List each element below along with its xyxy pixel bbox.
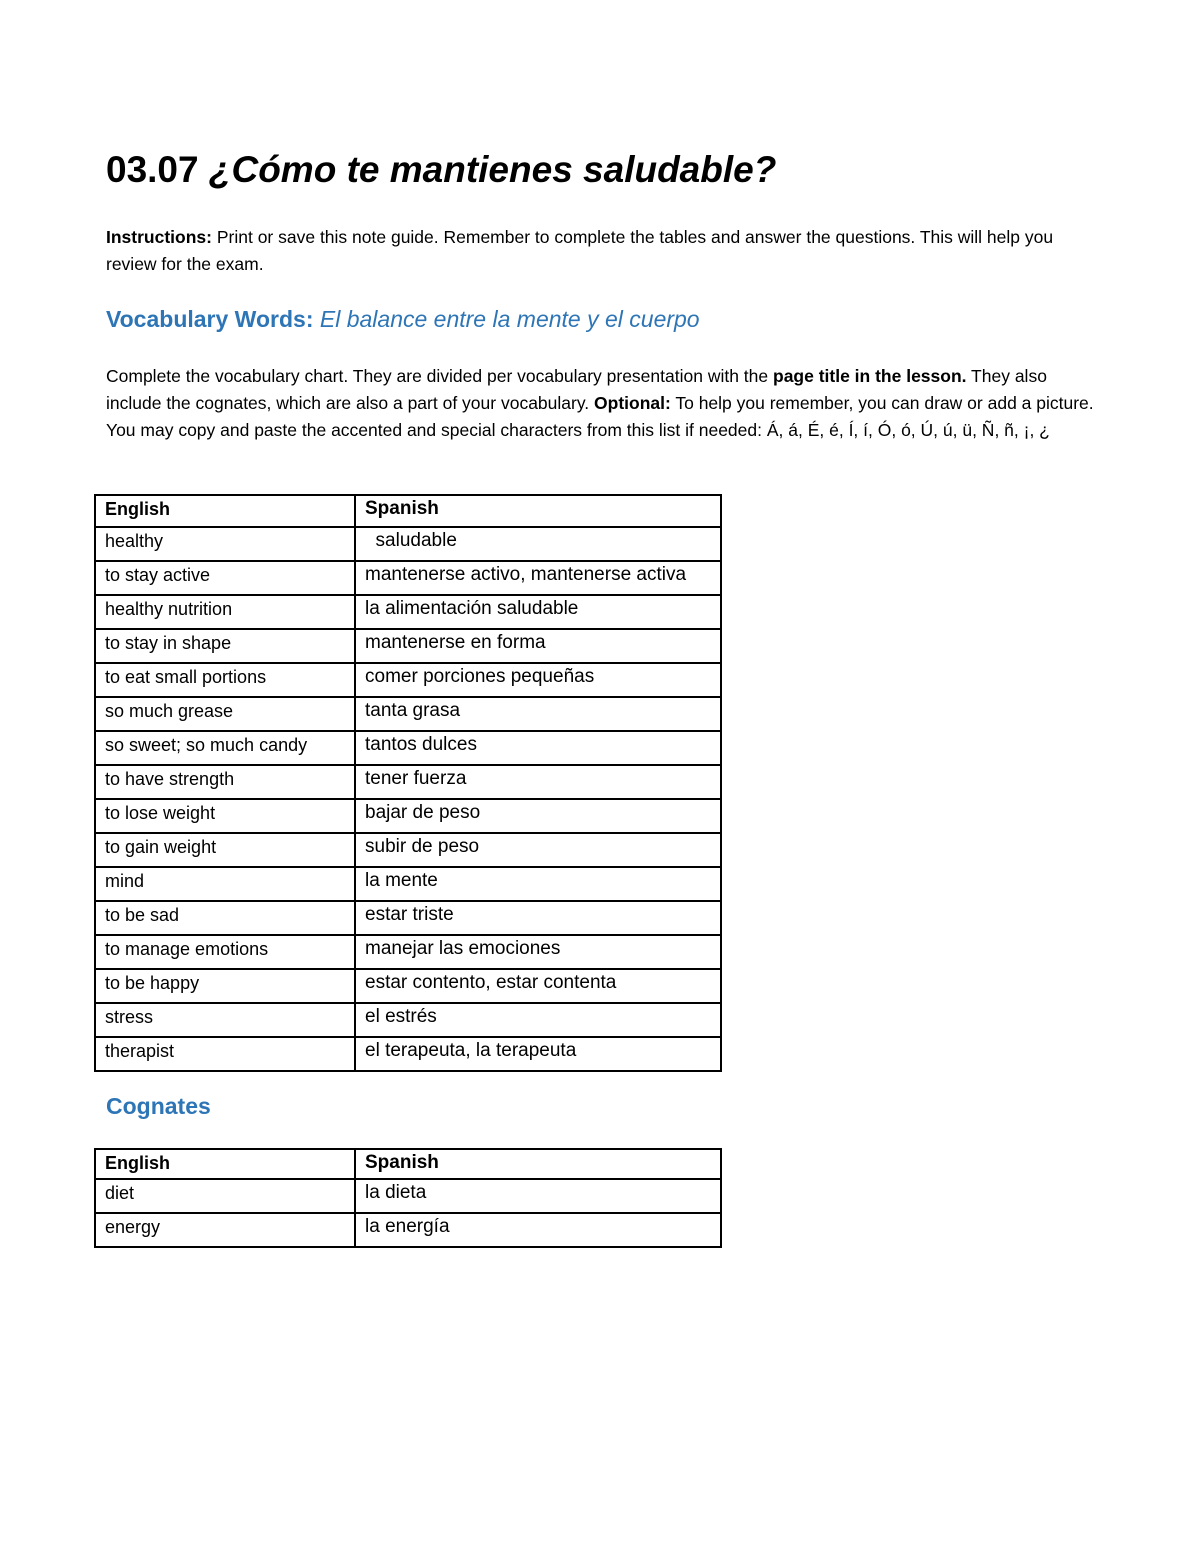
cell-english: to be sad [95, 901, 355, 935]
cell-spanish: estar contento, estar contenta [355, 969, 721, 1003]
vocabulary-instructions-bold1: page title in the lesson. [773, 366, 967, 386]
vocabulary-instructions-bold2: Optional: [594, 393, 671, 413]
table-row [95, 629, 721, 663]
instructions [106, 224, 1096, 278]
cell-english: so much grease [95, 697, 355, 731]
vocabulary-table [94, 494, 722, 1072]
cell-english: mind [95, 867, 355, 901]
cell-english: healthy [95, 527, 355, 561]
cell-english: to gain weight [95, 833, 355, 867]
cell-spanish: tanta grasa [355, 697, 721, 731]
cell-english: to stay active [95, 561, 355, 595]
vocabulary-heading-subtitle: El balance entre la mente y el cuerpo [319, 306, 700, 332]
header-spanish: Spanish [355, 1149, 721, 1179]
table-header-row [95, 495, 721, 527]
table-row [95, 527, 721, 561]
cell-english: to manage emotions [95, 935, 355, 969]
cell-english: to eat small portions [95, 663, 355, 697]
cell-spanish: el terapeuta, la terapeuta [355, 1037, 721, 1071]
cognates-table [94, 1148, 722, 1248]
cell-english: to lose weight [95, 799, 355, 833]
cell-spanish: tener fuerza [355, 765, 721, 799]
cell-spanish: la energía [355, 1213, 721, 1247]
cell-english: so sweet; so much candy [95, 731, 355, 765]
table-row [95, 799, 721, 833]
table-row [95, 595, 721, 629]
cell-spanish: manejar las emociones [355, 935, 721, 969]
vocabulary-instructions-part2: They also include the cognates, which are also a part of your vocabulary. [106, 366, 1047, 413]
cell-english: to stay in shape [95, 629, 355, 663]
cell-english: to be happy [95, 969, 355, 1003]
cell-spanish: la mente [355, 867, 721, 901]
table-row [95, 731, 721, 765]
table-row [95, 1179, 721, 1213]
vocabulary-instructions [106, 363, 1096, 444]
table-row [95, 561, 721, 595]
cell-english: healthy nutrition [95, 595, 355, 629]
lesson-title: ¿Cómo te mantienes saludable? [208, 149, 777, 190]
cognates-heading: Cognates [106, 1093, 211, 1119]
header-english: English [95, 1149, 355, 1179]
table-row [95, 697, 721, 731]
cell-spanish: subir de peso [355, 833, 721, 867]
cell-english: therapist [95, 1037, 355, 1071]
vocabulary-heading [106, 303, 700, 335]
vocabulary-instructions-part1: Complete the vocabulary chart. They are divided per vocabulary presentation with the [106, 366, 773, 386]
cell-english: diet [95, 1179, 355, 1213]
cell-spanish: mantenerse activo, mantenerse activa [355, 561, 721, 595]
cell-spanish: saludable [355, 527, 721, 561]
table-header-row [95, 1149, 721, 1179]
table-row [95, 1213, 721, 1247]
cell-english: to have strength [95, 765, 355, 799]
vocabulary-heading-label: Vocabulary Words: [106, 306, 320, 332]
cell-english: energy [95, 1213, 355, 1247]
cell-spanish: estar triste [355, 901, 721, 935]
lesson-number: 03.07 [106, 149, 199, 190]
cell-spanish: bajar de peso [355, 799, 721, 833]
table-row [95, 1003, 721, 1037]
page-title [106, 146, 776, 194]
table-row [95, 867, 721, 901]
table-row [95, 935, 721, 969]
table-row [95, 663, 721, 697]
vocabulary-instructions-part3: To help you remember, you can draw or add a picture. You may copy and paste the accented and special characters from this list if needed: [106, 393, 1094, 440]
special-characters: Á, á, É, é, Í, í, Ó, ó, Ú, ú, ü, Ñ, ñ, ¡, ¿ [766, 420, 1050, 440]
table-row [95, 901, 721, 935]
table-row [95, 969, 721, 1003]
cell-spanish: mantenerse en forma [355, 629, 721, 663]
cell-spanish: el estrés [355, 1003, 721, 1037]
cell-spanish: la dieta [355, 1179, 721, 1213]
cell-spanish: tantos dulces [355, 731, 721, 765]
instructions-label: Instructions: [106, 227, 212, 247]
cell-spanish: la alimentación saludable [355, 595, 721, 629]
cell-english: stress [95, 1003, 355, 1037]
table-row [95, 1037, 721, 1071]
header-spanish: Spanish [355, 495, 721, 527]
table-row [95, 765, 721, 799]
instructions-text: Print or save this note guide. Remember to complete the tables and answer the questions. This will help you review for the exam. [106, 227, 1054, 274]
table-row [95, 833, 721, 867]
header-english: English [95, 495, 355, 527]
cell-spanish: comer porciones pequeñas [355, 663, 721, 697]
